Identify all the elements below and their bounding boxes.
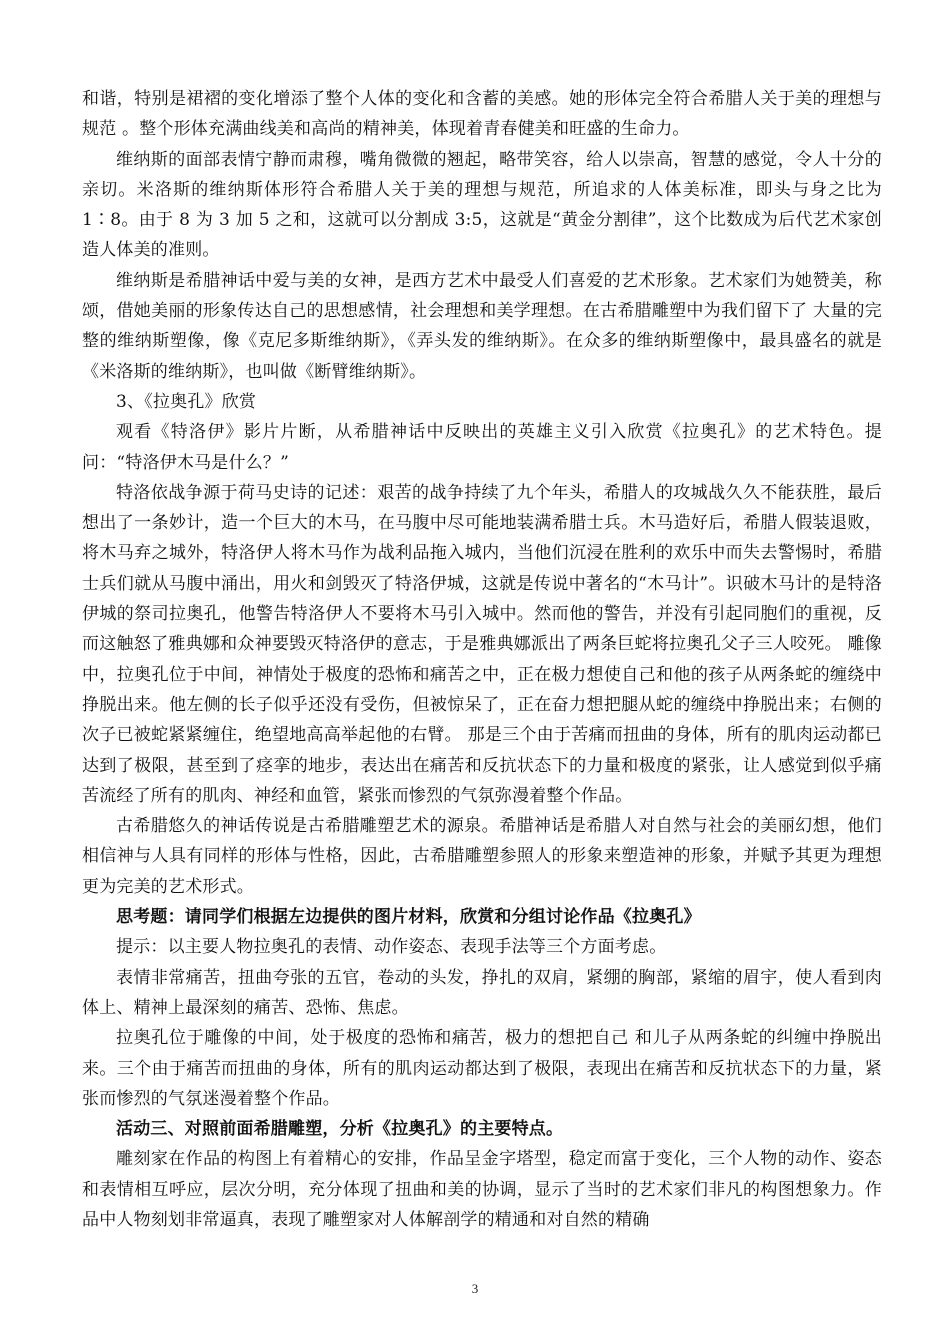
paragraph-11: 拉奥孔位于雕像的中间，处于极度的恐怖和痛苦，极力的想把自己 和儿子从两条蛇的纠缠中挣脱出来。三个由于痛苦而扭曲的身体，所有的肌肉运动都达到了极限，表现出在痛苦和反抗状态下的力量，紧张而惨烈的气氛迷漫着整个作品。: [82, 1028, 882, 1109]
document-page: [82, 84, 882, 1235]
paragraph-7: 古希腊悠久的神话传说是古希腊雕塑艺术的源泉。希腊神话是希腊人对自然与社会的美丽幻想，他们相信神与人具有同样的形体与性格，因此，古希腊雕塑参照人的形象来塑造神的形象，并赋予其更为理想更为完美的艺术形式。: [82, 816, 882, 897]
paragraph-2: 维纳斯的面部表情宁静而肃穆，嘴角微微的翘起，略带笑容，给人以崇高，智慧的感觉，令人十分的亲切。米洛斯的维纳斯体形符合希腊人关于美的理想与规范，所追求的人体美标准，即头与身之比为 1∶8。由于 8 为 3 加 5 之和，这就可以分割成 3:5，这就是“黄金分割律”，这个比数成为后代艺术家创造人体美的准则。: [82, 149, 882, 261]
question-heading: 思考题：请同学们根据左边提供的图片材料，欣赏和分组讨论作品《拉奥孔》: [116, 907, 701, 928]
paragraph-6: 特洛依战争源于荷马史诗的记述：艰苦的战争持续了九个年头，希腊人的攻城战久久不能获胜，最后想出了一条妙计，造一个巨大的木马，在马腹中尽可能地装满希腊士兵。木马造好后，希腊人假装退败，将木马弃之城外，特洛伊人将木马作为战利品拖入城内，当他们沉浸在胜利的欢乐中而失去警惕时，希腊士兵们就从马腹中涌出，用火和剑毁灭了特洛伊城，这就是传说中著名的“木马计”。识破木马计的是特洛伊城的祭司拉奥孔，他警告特洛伊人不要将木马引入城中。然而他的警告，并没有引起同胞们的重视，反而这触怒了雅典娜和众神要毁灭特洛伊的意志，于是雅典娜派出了两条巨蛇将拉奥孔父子三人咬死。 雕像中，拉奥孔位于中间，神情处于极度的恐怖和痛苦之中，正在极力想使自己和他的孩子从两条蛇的缠绕中挣脱出来。他左侧的长子似乎还没有受伤，但被惊呆了，正在奋力想把腿从蛇的缠绕中挣脱出来；右侧的次子已被蛇紧紧缠住，绝望地高高举起他的右臂。 那是三个由于苦痛而扭曲的身体，所有的肌肉运动都已达到了极限，甚至到了痉挛的地步，表达出在痛苦和反抗状态下的力量和极度的紧张，让人感觉到似乎痛苦流经了所有的肌肉、神经和血管，紧张而惨烈的气氛弥漫着整个作品。: [82, 482, 882, 806]
paragraph-3: 维纳斯是希腊神话中爱与美的女神，是西方艺术中最受人们喜爱的艺术形象。艺术家们为她赞美，称颂，借她美丽的形象传达自己的思想感情，社会理想和美学理想。在古希腊雕塑中为我们留下了 大量的完整的维纳斯塑像，像《克尼多斯维纳斯》，《弄头发的维纳斯》。在众多的维纳斯塑像中，最具盛名的就是《米洛斯的维纳斯》，也叫做《断臂维纳斯》。: [82, 270, 882, 382]
page-number: 3: [471, 1281, 479, 1296]
paragraph-5: 观看《特洛伊》影片片断，从希腊神话中反映出的英雄主义引入欣赏《拉奥孔》的艺术特色。提问：“特洛伊木马是什么？”: [82, 422, 882, 473]
section-heading-laocoon: 3、《拉奥孔》欣赏: [116, 391, 257, 412]
activity-three-heading: 活动三、对照前面希腊雕塑，分析《拉奥孔》的主要特点。: [116, 1119, 564, 1140]
paragraph-13: 雕刻家在作品的构图上有着精心的安排，作品呈金字塔型，稳定而富于变化，三个人物的动作、姿态和表情相互呼应，层次分明，充分体现了扭曲和美的协调，显示了当时的艺术家们非凡的构图想象力。作品中人物刻划非常逼真，表现了雕塑家对人体解剖学的精通和对自然的精确: [82, 1149, 882, 1230]
paragraph-1: 和谐，特别是裙褶的变化增添了整个人体的变化和含蓄的美感。她的形体完全符合希腊人关于美的理想与规范 。整个形体充满曲线美和高尚的精神美，体现着青春健美和旺盛的生命力。: [82, 89, 882, 140]
paragraph-10: 表情非常痛苦，扭曲夸张的五官，卷动的头发，挣扎的双肩，紧绷的胸部，紧缩的眉宇，使人看到肉体上、精神上最深刻的痛苦、恐怖、焦虑。: [82, 967, 882, 1018]
hint-paragraph: 提示：以主要人物拉奥孔的表情、动作姿态、表现手法等三个方面考虑。: [116, 937, 667, 958]
